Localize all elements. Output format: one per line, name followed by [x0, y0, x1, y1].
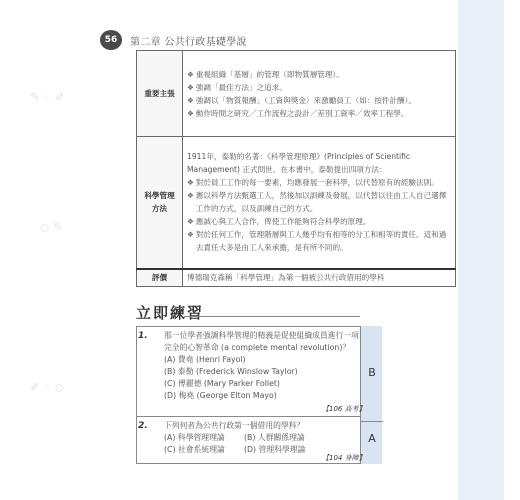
taylor-info-table: [136, 50, 456, 287]
bullet-item: ❖ 重視組織「基層」的管理（即物質層管理）。: [187, 69, 344, 79]
answer-1: B: [368, 366, 376, 379]
answer-2: A: [368, 432, 376, 445]
question-text: 下列何者為公共行政第一個借用的學科？: [164, 421, 305, 430]
background-doodle: ✐ ◦ ◇: [30, 380, 64, 394]
row-key: 評價: [137, 269, 183, 287]
bullet-item: ❖ 對於員工工作的每一要素，均應發展一套科學，以代替原有的經驗法則。: [187, 178, 439, 188]
row-value: [183, 137, 456, 269]
option: (C) 社會系統理論: [164, 445, 225, 454]
question-source: 【106 高考】: [322, 405, 366, 413]
row-key: 重要主張: [137, 51, 183, 137]
page-header: [100, 30, 247, 50]
row-intro: 1911年，泰勒的名著：《科學管理原理》(Principles of Scientific Management) 正式問世。在本書中，泰勒提出四項方法：: [187, 152, 411, 175]
practice-title: 立即練習: [136, 304, 205, 322]
answer-column: [360, 326, 382, 464]
option: (B) 人群關係理論: [244, 433, 305, 442]
background-doodle: ✎ ◦ ✐: [30, 90, 65, 104]
table-row: [137, 137, 456, 269]
question-text: 那一位學者強調科學管理的精義是促使組織成員進行一項完全的心智革命 (a complete mental revolution)？: [164, 331, 359, 352]
option: (C) 傅麗德 (Mary Parker Follet): [164, 379, 280, 388]
option: (A) 科學管理理論: [164, 433, 225, 442]
question-source: 【104 身障】: [322, 454, 366, 462]
table-row: [137, 269, 456, 287]
question-1: [138, 330, 360, 402]
divider: [361, 421, 383, 422]
row-value: [183, 51, 456, 137]
option: (A) 費堯 (Henri Fayol): [164, 355, 246, 364]
option: (D) 梅堯 (George Elton Mayo): [164, 391, 277, 400]
bullet-item: ❖ 對於任何工作，管理階層與工人幾乎均有相等的分工和相等的責任。這和過去責任大多是由工人來承擔，是有所不同的。: [187, 230, 447, 253]
question-number: 1.: [138, 331, 148, 341]
option: (B) 泰勒 (Frederick Winslow Taylor): [164, 367, 298, 376]
question-number: 2.: [138, 421, 148, 431]
bullet-item: ❖ 強調「最佳方法」之追求。: [187, 82, 287, 92]
bullet-item: ❖ 應以科學方法甄選工人，然後加以訓練及發展，以代替以往由工人自己選擇工作的方式，以及訓練自己的方式。: [187, 191, 447, 214]
bullet-item: ❖ 動作時間之研究／工作流程之設計／差別工資率／效率工程學。: [187, 108, 409, 118]
background-doodle: ◇ ✎: [40, 220, 64, 234]
divider: [136, 416, 360, 417]
question-2: [138, 420, 360, 456]
bullet-item: ❖ 強調以「物質報酬」（工資與獎金）來激勵員工（如：按件計酬）。: [187, 95, 417, 105]
row-key: 科學管理方法: [137, 137, 183, 269]
bullet-item: ❖ 應誠心與工人合作，俾使工作能夠符合科學的原理。: [187, 217, 371, 227]
title-underline: [184, 316, 360, 317]
chapter-title: 第二章 公共行政基礎學說: [130, 36, 247, 48]
side-stripe: [458, 0, 504, 500]
row-value: 博德瑞克森稱「科學管理」為第一個被公共行政借用的學科: [183, 269, 456, 287]
option: (D) 管理科學理論: [244, 445, 306, 454]
table-row: [137, 51, 456, 137]
page-number-badge: 56: [100, 30, 122, 50]
